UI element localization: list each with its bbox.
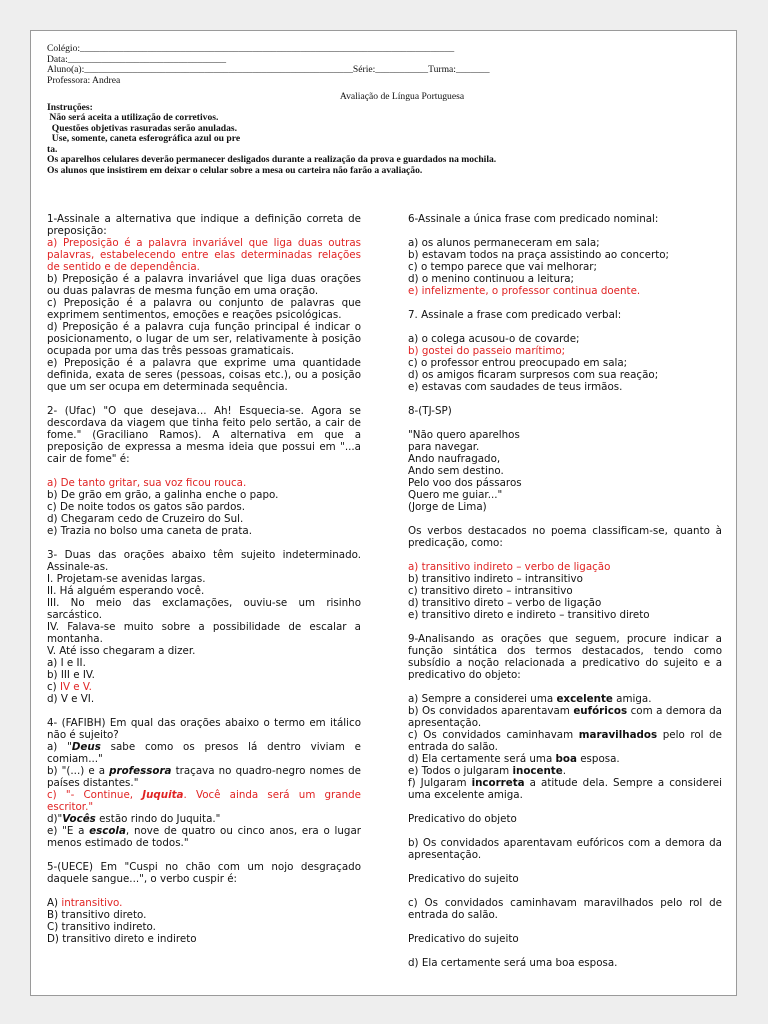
- question-3-option-a: a) I e II.: [47, 657, 86, 669]
- question-3-sentence-iv: IV. Falava-se muito sobre a possibilidade de escalar a montanha.: [47, 621, 361, 645]
- question-6-option-b: b) estavam todos na praça assistindo ao concerto;: [408, 249, 670, 261]
- text: a) ": [47, 741, 72, 753]
- answer-sentence: d) Ela certamente será uma boa esposa.: [408, 957, 618, 969]
- instruction-item: Não será aceita a utilização de corretivos.: [47, 112, 219, 123]
- exam-header: [47, 44, 727, 176]
- instruction-item: Use, somente, caneta esferográfica azul ou pre: [47, 133, 241, 144]
- question-9-item-a: [408, 693, 722, 705]
- student-field: Aluno(a):________________________________________________________Série:___________Turma:_______: [47, 64, 490, 75]
- question-6-option-c: c) o tempo parece que vai melhorar;: [408, 261, 597, 273]
- question-1-option-c: c) Preposição é a palavra ou conjunto de palavras que exprimem sentimentos, emoções e reações psicológicas.: [47, 297, 361, 321]
- question-3-sentence-v: V. Até isso chegaram a dizer.: [47, 645, 196, 657]
- instruction-item: Os aparelhos celulares deverão permanecer desligados durante a realização da prova e guardados na mochila.: [47, 154, 497, 165]
- question-8-option-d: d) transitivo direto – verbo de ligação: [408, 597, 602, 609]
- italic-term: Deus: [71, 741, 101, 753]
- question-1-option-a: a) Preposição é a palavra invariável que liga duas outras palavras, estabelecendo entre elas determinadas relações de sentido e de dependência.: [47, 237, 361, 273]
- answer-highlight: intransitivo.: [61, 897, 123, 909]
- question-4-option-c: [47, 789, 361, 813]
- text: b) "(...) e a: [47, 765, 110, 777]
- question-9-stem: 9-Analisando as orações que seguem, procure indicar a função sintática dos termos destacados, tendo como subsídio a noção relacionada a predicativo do sujeito e a predicativo do objeto:: [408, 633, 722, 681]
- date-field: Data:_________________________________: [47, 53, 227, 65]
- question-9-item-c: [408, 729, 722, 753]
- italic-term: Juquita: [142, 789, 184, 801]
- text: a atitude dela. Sempre a considerei uma excelente amiga.: [408, 777, 722, 801]
- question-7-stem: 7. Assinale a frase com predicado verbal:: [408, 309, 622, 321]
- text: .: [562, 765, 566, 777]
- question-8-stem: 8-(TJ-SP): [408, 405, 452, 417]
- exam-title: Avaliação de Língua Portuguesa: [339, 91, 465, 102]
- text: pelo rol de entrada do salão.: [408, 729, 723, 753]
- text: sabe como os presos lá dentro viviam e comiam...": [47, 741, 361, 765]
- question-8-option-a: a) transitivo indireto – verbo de ligação: [408, 561, 611, 573]
- option-letter: A): [47, 897, 62, 909]
- question-6-option-a: a) os alunos permaneceram em sala;: [408, 237, 600, 249]
- question-7-option-a: a) o colega acusou-o de covarde;: [408, 333, 580, 345]
- question-3-option-d: d) V e VI.: [47, 693, 95, 705]
- question-3-stem: 3- Duas das orações abaixo têm sujeito indeterminado. Assinale-as.: [47, 549, 361, 573]
- answer-sentence: c) Os convidados caminhavam maravilhados pelo rol de entrada do salão.: [408, 897, 722, 921]
- question-2-stem: 2- (Ufac) "O que desejava... Ah! Esquecia-se. Agora se descordava da viagem que tinha feito pelo sertão, a cair de fome." (Graciliano Ramos). A alternativa em que a preposição de expressa a mesma ideia que possui em "...a cair de fome" é:: [47, 405, 361, 465]
- question-3-sentence-i: I. Projetam-se avenidas largas.: [47, 573, 206, 585]
- question-4-stem: 4- (FAFIBH) Em qual das orações abaixo o termo em itálico não é sujeito?: [47, 717, 361, 741]
- text: traçava no quadro-negro nomes de países distantes.": [47, 765, 361, 789]
- question-9-item-e: [408, 765, 722, 777]
- poem-line: Pelo voo dos pássaros: [408, 477, 522, 489]
- answer-label: Predicativo do objeto: [408, 813, 517, 825]
- question-2-option-b: b) De grão em grão, a galinha enche o papo.: [47, 489, 279, 501]
- instruction-item: Os alunos que insistirem em deixar o celular sobre a mesa ou carteira não farão a avaliação.: [47, 164, 423, 176]
- text: b) Os convidados aparentavam: [408, 705, 574, 717]
- question-3-sentence-ii: II. Há alguém esperando você.: [47, 585, 205, 597]
- question-5-option-a: [47, 897, 361, 909]
- text: estão rindo do Juquita.": [95, 813, 221, 825]
- question-5-stem: 5-(UECE) Em "Cuspi no chão com um nojo desgraçado daquele sangue...", o verbo cuspir é:: [47, 861, 361, 885]
- poem-line: para navegar.: [408, 441, 480, 453]
- text: com a demora da apresentação.: [408, 705, 722, 729]
- question-2-option-d: d) Chegaram cedo de Cruzeiro do Sul.: [47, 513, 244, 525]
- question-9-item-b: [408, 705, 722, 729]
- text: e) "E a: [47, 825, 90, 837]
- highlighted-term: incorreta: [471, 777, 525, 789]
- text: . Você ainda será um grande escritor.": [47, 789, 361, 813]
- text: , nove de quatro ou cinco anos, era o lugar menos estimado de todos.": [47, 825, 361, 849]
- text: d)": [47, 813, 63, 825]
- answer-label: Predicativo do sujeito: [408, 873, 519, 885]
- poem-line: Ando naufragado,: [408, 453, 501, 465]
- question-6-option-e: e) infelizmente, o professor continua doente.: [408, 285, 641, 297]
- question-9-item-d: [408, 753, 722, 765]
- question-4-option-e: [47, 825, 361, 849]
- question-3-sentence-iii: III. No meio das exclamações, ouviu-se um risinho sarcástico.: [47, 597, 361, 621]
- question-4-option-a: [47, 741, 361, 765]
- question-7-option-d: d) os amigos ficaram surpresos com sua reação;: [408, 369, 659, 381]
- poem-line: Quero me guiar...": [408, 489, 503, 501]
- text: e) Todos o julgaram: [408, 765, 513, 777]
- teacher-name: Professora: Andrea: [47, 74, 121, 86]
- option-letter: c): [47, 681, 60, 693]
- text: a) Sempre a considerei uma: [408, 693, 557, 705]
- question-4-option-b: [47, 765, 361, 789]
- question-8-option-b: b) transitivo indireto – intransitivo: [408, 573, 583, 585]
- question-4-option-d: [47, 813, 361, 825]
- question-9-item-f: [408, 777, 722, 801]
- poem-line: Ando sem destino.: [408, 465, 504, 477]
- question-3-option-b: b) III e IV.: [47, 669, 95, 681]
- highlighted-term: excelente: [556, 693, 613, 705]
- highlighted-term: eufóricos: [573, 705, 628, 717]
- text: c) "- Continue,: [47, 789, 143, 801]
- question-6-stem: 6-Assinale a única frase com predicado nominal:: [408, 213, 659, 225]
- answer-highlight: IV e V.: [59, 681, 92, 693]
- question-7-option-b: b) gostei do passeio marítimo;: [408, 345, 566, 357]
- question-1-stem: 1-Assinale a alternativa que indique a definição correta de preposição:: [47, 213, 361, 237]
- question-1-option-b: b) Preposição é a palavra invariável que liga duas orações ou duas palavras de mesma função em uma oração.: [47, 273, 361, 297]
- question-8-option-c: c) transitivo direto – intransitivo: [408, 585, 573, 597]
- highlighted-term: boa: [555, 753, 577, 765]
- question-7-option-e: e) estavas com saudades de teus irmãos.: [408, 381, 623, 393]
- question-5-option-b: B) transitivo direto.: [47, 909, 147, 921]
- question-2-option-a: a) De tanto gritar, sua voz ficou rouca.: [47, 477, 247, 489]
- left-column: [47, 213, 361, 945]
- answer-sentence: b) Os convidados aparentavam eufóricos com a demora da apresentação.: [408, 837, 722, 861]
- question-5-option-d: D) transitivo direto e indireto: [47, 933, 197, 945]
- question-2-option-e: e) Trazia no bolso uma caneta de prata.: [47, 525, 252, 537]
- text: c) Os convidados caminhavam: [408, 729, 579, 741]
- question-1-option-d: d) Preposição é a palavra cuja função principal é indicar o posicionamento, o lugar de um ser, relativamente à posição ocupada por uma das três pessoas gramaticais.: [47, 321, 361, 357]
- italic-term: escola: [89, 825, 126, 837]
- question-6-option-d: d) o menino continuou a leitura;: [408, 273, 575, 285]
- instruction-item: Questões objetivas rasuradas serão anuladas.: [47, 122, 238, 134]
- instructions-label: Instruções:: [47, 101, 93, 113]
- school-field: Colégio:______________________________________________________________________________: [47, 43, 455, 54]
- poem-author: (Jorge de Lima): [408, 501, 487, 513]
- question-3-option-c: [47, 681, 361, 693]
- right-column: [408, 213, 722, 969]
- question-7-option-c: c) o professor entrou preocupado em sala;: [408, 357, 628, 369]
- italic-term: professora: [109, 765, 172, 777]
- text: f) Julgaram: [408, 777, 472, 789]
- question-8-question: Os verbos destacados no poema classificam-se, quanto à predicação, como:: [408, 525, 722, 549]
- highlighted-term: inocente: [512, 765, 563, 777]
- instruction-item: ta.: [47, 143, 58, 155]
- poem-line: "Não quero aparelhos: [408, 429, 520, 441]
- exam-sheet: [30, 30, 737, 996]
- text: esposa.: [576, 753, 620, 765]
- text: amiga.: [612, 693, 652, 705]
- question-8-option-e: e) transitivo direto e indireto – transitivo direto: [408, 609, 650, 621]
- question-5-option-c: C) transitivo indireto.: [47, 921, 156, 933]
- question-2-option-c: c) De noite todos os gatos são pardos.: [47, 501, 246, 513]
- text: d) Ela certamente será uma: [408, 753, 556, 765]
- question-1-option-e: e) Preposição é a palavra que exprime uma quantidade definida, exata de seres (pessoas, coisas etc.), ou a posição que um ser ocupa em determinada sequência.: [47, 357, 361, 393]
- answer-label: Predicativo do sujeito: [408, 933, 519, 945]
- italic-term: Vocês: [62, 813, 96, 825]
- highlighted-term: maravilhados: [578, 729, 658, 741]
